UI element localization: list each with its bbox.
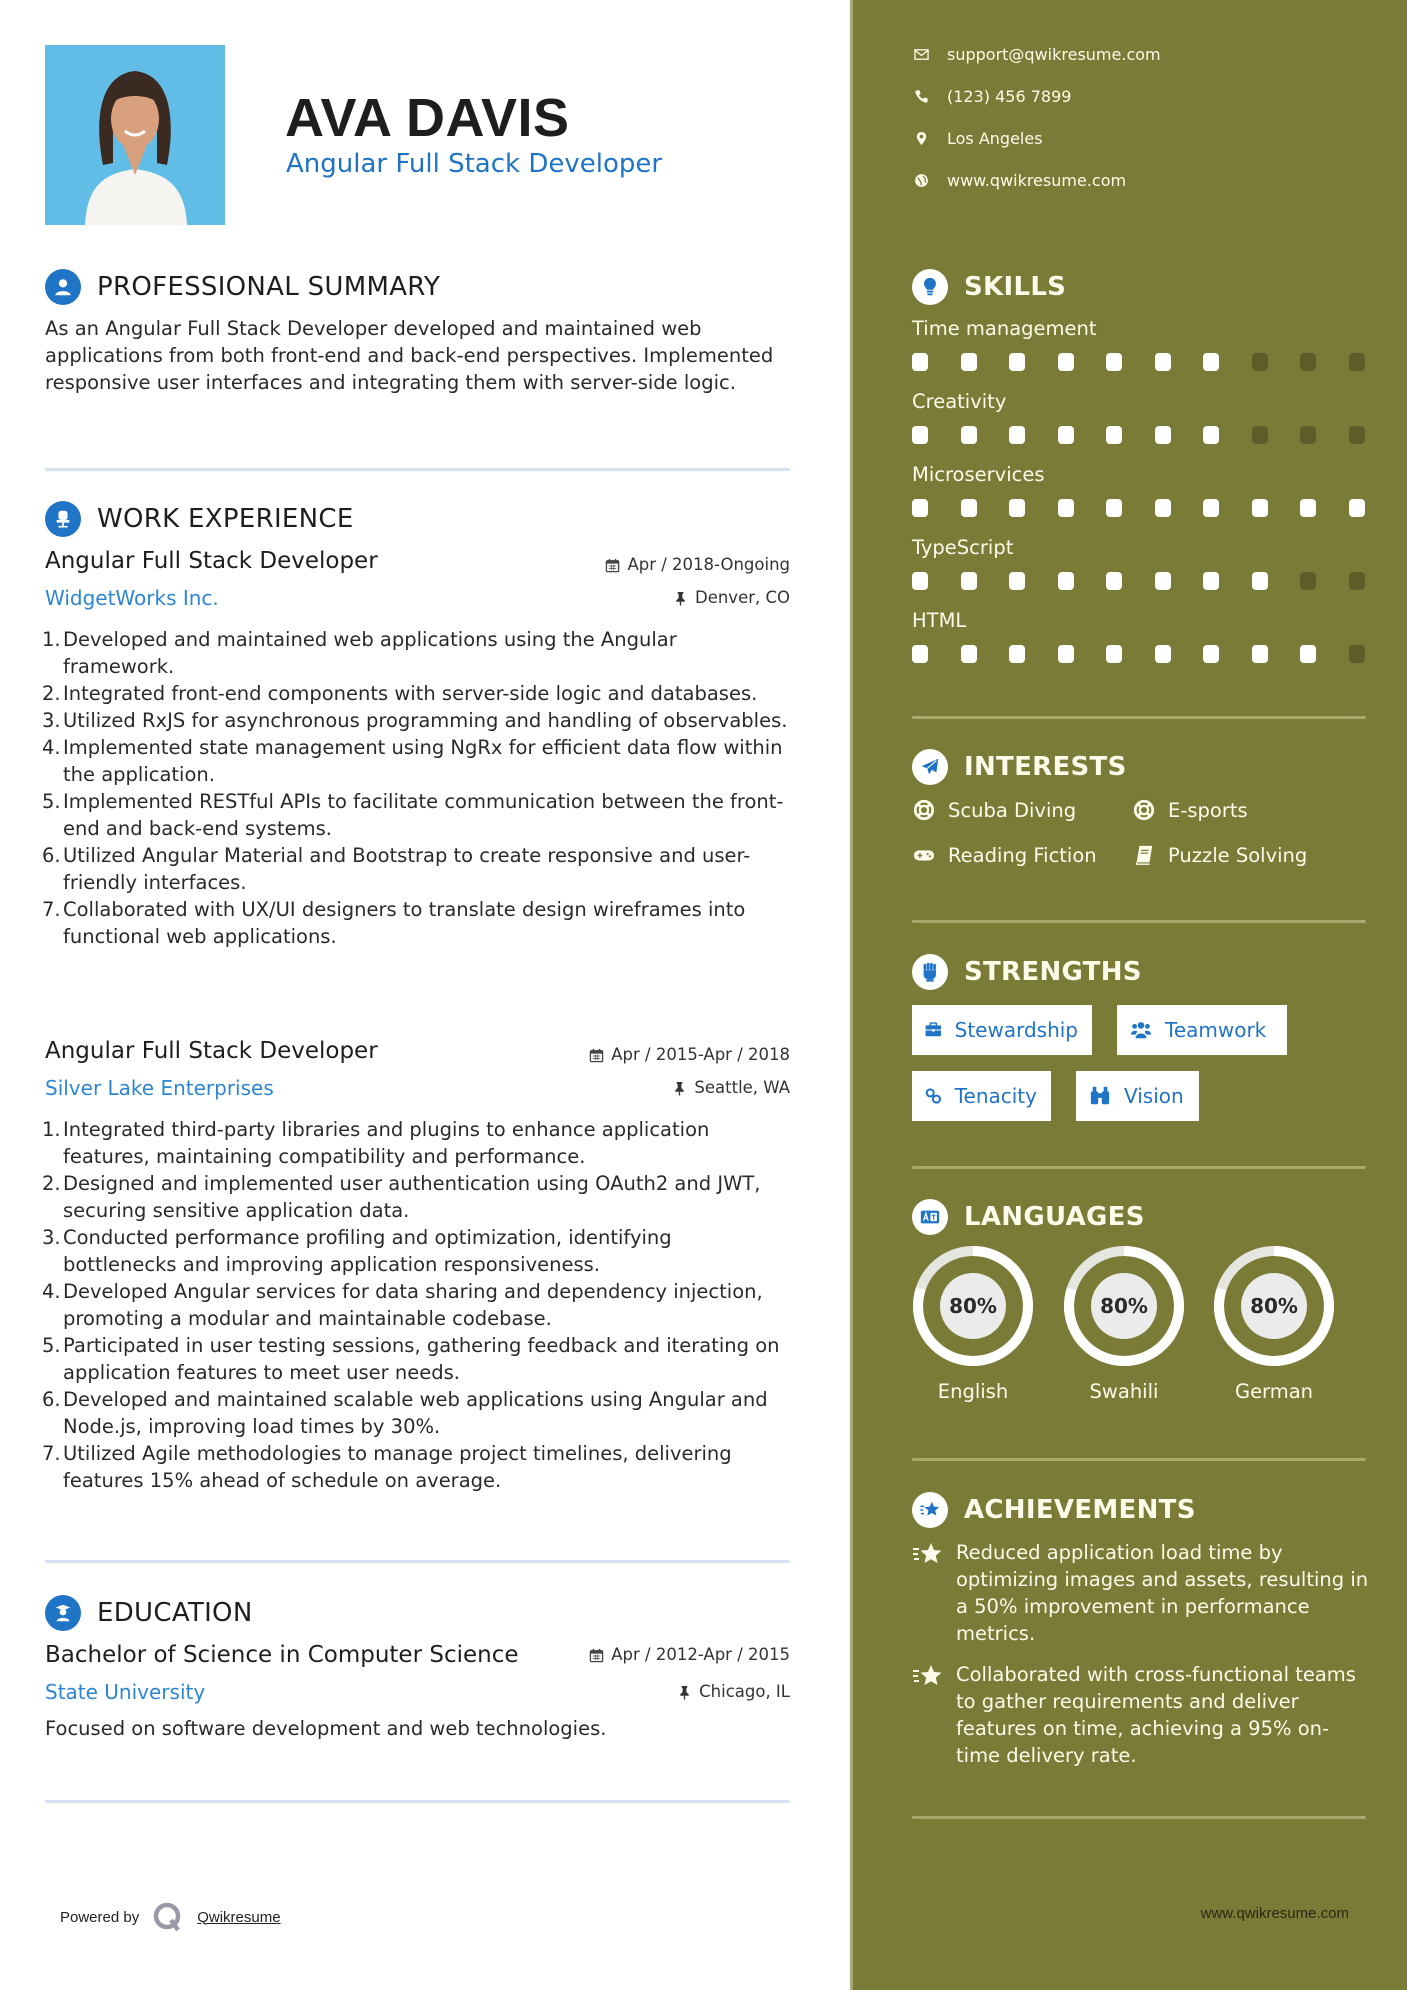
graduate-icon	[45, 1595, 81, 1631]
skill-rating	[912, 426, 1365, 444]
interest-item	[1132, 841, 1307, 869]
rating-dot-filled	[1106, 426, 1122, 444]
rating-dot-empty	[1349, 353, 1365, 371]
rating-dot-filled	[1203, 499, 1219, 517]
interest-label: Reading Fiction	[948, 843, 1097, 867]
strength-label: Vision	[1124, 1084, 1184, 1108]
rating-dot-filled	[961, 572, 977, 590]
bullet-item: 3. Utilized RxJS for asynchronous programming and handling of observables.	[42, 709, 788, 732]
rating-dot-empty	[1252, 426, 1268, 444]
rating-dot-filled	[961, 499, 977, 517]
degree-title: Bachelor of Science in Computer Science	[45, 1642, 519, 1668]
language-label: German	[1234, 1380, 1314, 1403]
powered-by-label: Powered by	[60, 1908, 140, 1926]
bullet-item: 1. Developed and maintained web applications using the Angular framework.	[42, 628, 677, 678]
strength-tag	[1117, 1005, 1287, 1055]
skill-label: Microservices	[912, 463, 1045, 486]
pushpin-icon	[672, 1081, 687, 1096]
achievement-text: Reduced application load time by optimizing images and assets, resulting in a 50% improvement in performance metrics.	[956, 1541, 1369, 1645]
rating-dot-empty	[1252, 353, 1268, 371]
rating-dot-filled	[961, 645, 977, 663]
users-icon	[1129, 1019, 1153, 1041]
footer-site-link[interactable]: www.qwikresume.com	[1200, 1905, 1349, 1922]
language-percent: 80%	[1100, 1294, 1148, 1318]
skill-label: Time management	[912, 317, 1097, 340]
rating-dot-filled	[1203, 572, 1219, 590]
job-company: WidgetWorks Inc.	[45, 586, 219, 610]
interest-label: E-sports	[1168, 798, 1248, 822]
strength-label: Teamwork	[1165, 1018, 1267, 1042]
sidebar-divider	[912, 716, 1366, 719]
language-ring	[912, 1245, 1034, 1367]
bullet-item: 7. Collaborated with UX/UI designers to translate design wireframes into functional web applications.	[42, 898, 746, 948]
education-location-text: Chicago, IL	[699, 1682, 790, 1701]
bullet-item: 6. Utilized Angular Material and Bootstrap to create responsive and user-friendly interfaces.	[42, 844, 751, 894]
rating-dot-filled	[1009, 572, 1025, 590]
bullet-item: 1. Integrated third-party libraries and plugins to enhance application features, maintaining compatibility and performance.	[42, 1118, 710, 1168]
life-ring-icon	[1132, 799, 1156, 821]
bullet-item: 7. Utilized Agile methodologies to manage project timelines, delivering features 15% ahead of schedule on average.	[42, 1442, 732, 1492]
rating-dot-filled	[912, 426, 928, 444]
education-title: EDUCATION	[97, 1598, 253, 1628]
rating-dot-filled	[1058, 499, 1074, 517]
rating-dot-empty	[1300, 353, 1316, 371]
school-name: State University	[45, 1680, 206, 1704]
languages-title: LANGUAGES	[964, 1202, 1145, 1232]
user-icon	[45, 269, 81, 305]
lightbulb-icon	[912, 269, 948, 305]
paper-plane-icon	[912, 749, 948, 785]
bullet-item: 2. Integrated front-end components with server-side logic and databases.	[42, 682, 758, 705]
star-award-icon	[912, 1541, 944, 1569]
contact-phone[interactable]	[912, 84, 1071, 108]
interests-title: INTERESTS	[964, 752, 1127, 782]
rating-dot-filled	[1252, 572, 1268, 590]
interest-label: Scuba Diving	[948, 798, 1077, 822]
summary-header	[45, 268, 440, 306]
rating-dot-filled	[1009, 426, 1025, 444]
rating-dot-filled	[1106, 499, 1122, 517]
rating-dot-empty	[1349, 426, 1365, 444]
envelope-icon	[912, 45, 930, 63]
skill-rating	[912, 353, 1365, 371]
languages-header	[912, 1198, 1145, 1236]
skill-label: HTML	[912, 609, 967, 632]
sidebar-divider	[912, 920, 1366, 923]
rating-dot-empty	[1349, 572, 1365, 590]
sidebar-divider	[912, 1458, 1366, 1461]
language-label: English	[937, 1380, 1009, 1403]
rating-dot-filled	[1300, 645, 1316, 663]
gamepad-icon	[912, 844, 936, 866]
rating-dot-filled	[1009, 353, 1025, 371]
rating-dot-filled	[1203, 426, 1219, 444]
education-dates	[589, 1643, 790, 1667]
sidebar-divider	[912, 1166, 1366, 1169]
section-divider	[45, 1800, 790, 1803]
strength-tag	[912, 1005, 1092, 1055]
strength-label: Stewardship	[954, 1018, 1078, 1042]
achievements-header	[912, 1491, 1196, 1529]
briefcase-icon	[924, 1019, 943, 1041]
rating-dot-empty	[1300, 572, 1316, 590]
rating-dot-filled	[1106, 572, 1122, 590]
achievements-title: ACHIEVEMENTS	[964, 1495, 1196, 1525]
summary-title: PROFESSIONAL SUMMARY	[97, 272, 441, 302]
contact-email-text: support@qwikresume.com	[947, 44, 1161, 64]
education-dates-text: Apr / 2012-Apr / 2015	[611, 1645, 790, 1664]
strengths-header	[912, 953, 1142, 991]
section-divider	[45, 1560, 790, 1563]
job-dates-text: Apr / 2018-Ongoing	[627, 555, 790, 574]
interest-item	[1132, 796, 1248, 824]
rating-dot-filled	[1349, 499, 1365, 517]
rating-dot-filled	[1058, 426, 1074, 444]
section-divider	[45, 468, 790, 471]
star-award-icon	[912, 1663, 944, 1691]
job-location	[672, 1076, 790, 1100]
job-dates	[605, 553, 790, 577]
skill-rating	[912, 499, 1365, 517]
rating-dot-filled	[1106, 353, 1122, 371]
sidebar-divider	[912, 1816, 1366, 1819]
rating-dot-filled	[961, 353, 977, 371]
candidate-role: Angular Full Stack Developer	[286, 149, 663, 179]
calendar-icon	[605, 558, 620, 573]
contact-website-text: www.qwikresume.com	[947, 170, 1127, 190]
rating-dot-filled	[1155, 645, 1171, 663]
star-award-icon	[912, 1492, 948, 1528]
job-bullets	[42, 626, 790, 950]
rating-dot-filled	[1203, 353, 1219, 371]
interest-item	[912, 796, 1076, 824]
rating-dot-filled	[1252, 499, 1268, 517]
link-icon	[924, 1085, 943, 1107]
rating-dot-filled	[1252, 645, 1268, 663]
achievement-text: Collaborated with cross-functional teams to gather requirements and deliver features on time, achieving a 95% on-time delivery rate.	[956, 1663, 1356, 1767]
rating-dot-filled	[1203, 645, 1219, 663]
bullet-item: 2. Designed and implemented user authentication using OAuth2 and JWT, securing sensitive application data.	[42, 1172, 761, 1222]
translate-icon	[912, 1199, 948, 1235]
bullet-item: 4. Developed Angular services for data sharing and dependency injection, promoting a modular and maintainable codebase.	[42, 1280, 763, 1330]
profile-photo	[45, 45, 225, 225]
book-icon	[1132, 844, 1156, 866]
experience-header	[45, 500, 354, 538]
achievement-item	[912, 1661, 1372, 1769]
language-percent: 80%	[949, 1294, 997, 1318]
job-dates-text: Apr / 2015-Apr / 2018	[611, 1045, 790, 1064]
rating-dot-filled	[1155, 499, 1171, 517]
contact-location	[912, 126, 1043, 150]
globe-icon	[912, 171, 930, 189]
skill-rating	[912, 572, 1365, 590]
rating-dot-filled	[1155, 426, 1171, 444]
bullet-item: 5. Participated in user testing sessions, gathering feedback and iterating on application features to meet user needs.	[42, 1334, 780, 1384]
job-title: Angular Full Stack Developer	[45, 548, 378, 574]
rating-dot-filled	[912, 572, 928, 590]
skills-header	[912, 268, 1066, 306]
pushpin-icon	[677, 1685, 692, 1700]
interest-label: Puzzle Solving	[1168, 843, 1308, 867]
rating-dot-empty	[1349, 645, 1365, 663]
calendar-icon	[589, 1648, 604, 1663]
rating-dot-filled	[1300, 499, 1316, 517]
bullet-item: 5. Implemented RESTful APIs to facilitate communication between the front-end and back-end systems.	[42, 790, 784, 840]
education-description: Focused on software development and web technologies.	[45, 1717, 607, 1740]
rating-dot-filled	[1058, 645, 1074, 663]
rating-dot-filled	[1106, 645, 1122, 663]
rating-dot-filled	[1009, 645, 1025, 663]
job-location-text: Denver, CO	[694, 588, 790, 607]
job-location-text: Seattle, WA	[694, 1078, 790, 1097]
candidate-name: AVA DAVIS	[285, 88, 570, 148]
powered-by	[60, 1900, 281, 1934]
education-header	[45, 1594, 253, 1632]
map-pin-icon	[912, 129, 930, 147]
education-location	[677, 1680, 790, 1704]
life-ring-icon	[912, 799, 936, 821]
contact-website[interactable]	[912, 168, 1126, 192]
binoculars-icon	[1088, 1085, 1112, 1107]
strength-label: Tenacity	[954, 1084, 1037, 1108]
skill-label: TypeScript	[912, 536, 1014, 559]
job-title: Angular Full Stack Developer	[45, 1038, 378, 1064]
rating-dot-filled	[912, 499, 928, 517]
skill-rating	[912, 645, 1365, 663]
rating-dot-filled	[912, 645, 928, 663]
fist-icon	[912, 954, 948, 990]
qwikresume-logo-icon	[151, 1900, 185, 1934]
skills-title: SKILLS	[964, 272, 1067, 302]
rating-dot-filled	[961, 426, 977, 444]
sidebar	[850, 0, 1407, 1990]
pushpin-icon	[673, 591, 688, 606]
summary-text: As an Angular Full Stack Developer developed and maintained web applications from both front-end and back-end perspectives. Implemented responsive user interfaces and integrating them with server-side logic.	[45, 317, 774, 394]
contact-email[interactable]	[912, 42, 1161, 66]
bullet-item: 6. Developed and maintained scalable web applications using Angular and Node.js, improving load times by 30%.	[42, 1388, 768, 1438]
rating-dot-filled	[1155, 572, 1171, 590]
language-ring	[1063, 1245, 1185, 1367]
language-ring	[1213, 1245, 1335, 1367]
experience-title: WORK EXPERIENCE	[97, 504, 354, 534]
rating-dot-filled	[1058, 572, 1074, 590]
portrait-image	[45, 45, 225, 225]
interests-header	[912, 748, 1127, 786]
strength-tag	[1076, 1071, 1199, 1121]
job-location	[673, 586, 790, 610]
interest-item	[912, 841, 1097, 869]
contact-phone-text: (123) 456 7899	[947, 86, 1072, 106]
phone-icon	[912, 87, 930, 105]
office-chair-icon	[45, 501, 81, 537]
contact-location-text: Los Angeles	[947, 128, 1043, 148]
job-company: Silver Lake Enterprises	[45, 1076, 274, 1100]
bullet-item: 3. Conducted performance profiling and optimization, identifying bottlenecks and improving application responsiveness.	[42, 1226, 672, 1276]
bullet-item: 4. Implemented state management using NgRx for efficient data flow within the application.	[42, 736, 783, 786]
job-dates	[589, 1043, 790, 1067]
language-label: Swahili	[1089, 1380, 1159, 1403]
calendar-icon	[589, 1048, 604, 1063]
qwikresume-link[interactable]: Qwikresume	[197, 1908, 281, 1926]
rating-dot-empty	[1300, 426, 1316, 444]
job-bullets	[42, 1116, 790, 1494]
rating-dot-filled	[1155, 353, 1171, 371]
language-percent: 80%	[1250, 1294, 1298, 1318]
achievement-item	[912, 1539, 1372, 1647]
strength-tag	[912, 1071, 1051, 1121]
skill-label: Creativity	[912, 390, 1007, 413]
rating-dot-filled	[1058, 353, 1074, 371]
strengths-title: STRENGTHS	[964, 957, 1142, 987]
rating-dot-filled	[1009, 499, 1025, 517]
rating-dot-filled	[912, 353, 928, 371]
